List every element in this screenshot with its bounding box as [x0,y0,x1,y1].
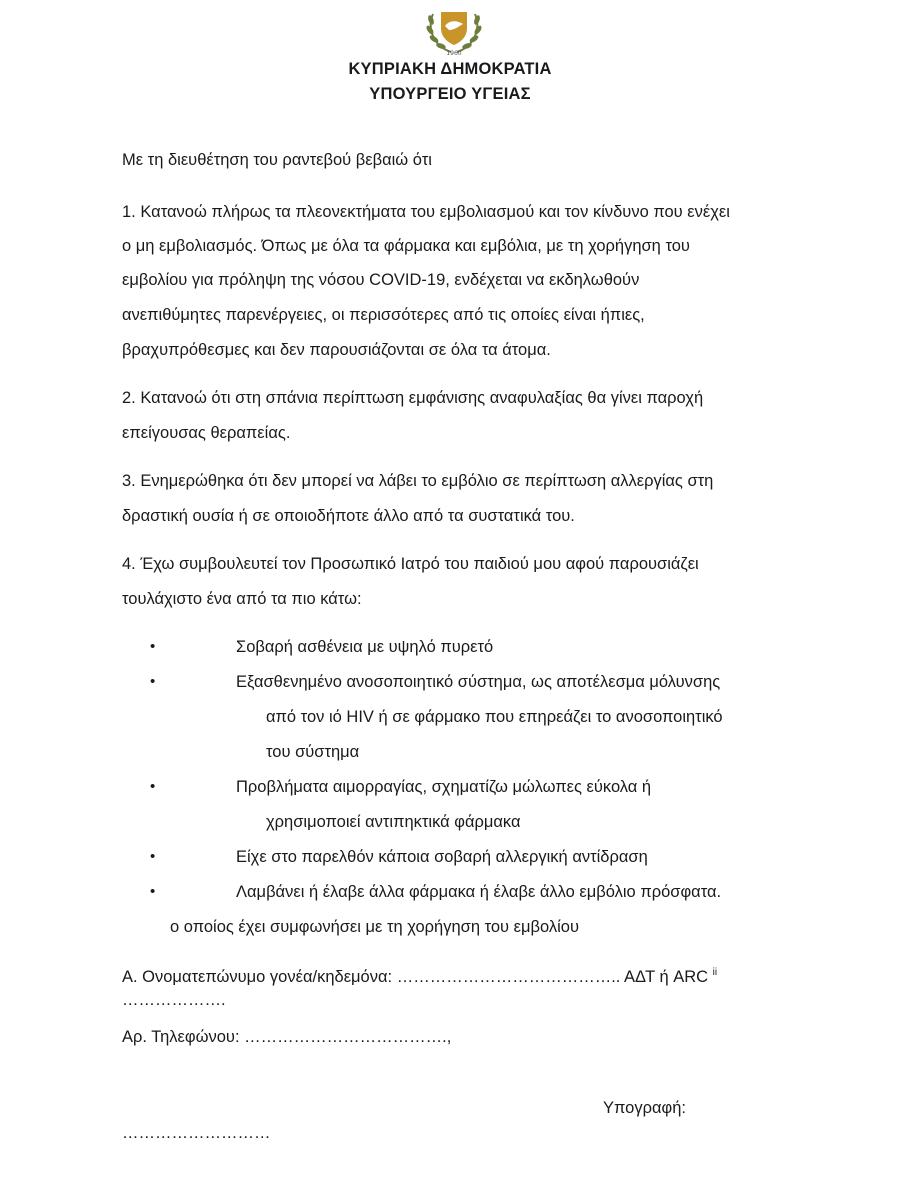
bullet-icon: • [150,638,156,655]
phone-field: Αρ. Τηλεφώνου: ………………………………., [122,1028,452,1046]
guardian-name-field [122,967,717,987]
point-4-line: τουλάχιστο ένα από τα πιο κάτω: [122,590,362,608]
list-item-continuation: χρησιμοποιεί αντιπηκτικά φάρμακα [266,813,521,831]
header-ministry: ΥΠΟΥΡΓΕΙΟ ΥΓΕΙΑΣ [369,85,531,103]
point-1-line: ανεπιθύμητες παρενέργειες, οι περισσότερες από τις οποίες είναι ήπιες, [122,306,645,324]
list-item-continuation: του σύστημα [266,743,360,761]
list-item: Σοβαρή ασθένεια με υψηλό πυρετό [236,638,494,656]
list-item-continuation: από τον ιό HIV ή σε φάρμακο που επηρεάζει το ανοσοποιητικό [266,708,723,726]
guardian-name-label: Α. Ονοματεπώνυμο γονέα/κηδεμόνα: ………………………………….. ΑΔΤ ή ARC [122,968,709,986]
intro-text: Με τη διευθέτηση του ραντεβού βεβαιώ ότι [122,151,432,169]
list-item: Εξασθενημένο ανοσοποιητικό σύστημα, ως αποτέλεσμα μόλυνσης [236,673,721,691]
list-item: Προβλήματα αιμορραγίας, σχηματίζω μώλωπες εύκολα ή [236,778,652,796]
point-1-line: 1. Κατανοώ πλήρως τα πλεονεκτήματα του εμβολιασμού και τον κίνδυνο που ενέχει [122,203,730,221]
signature-label: Υπογραφή: [603,1099,686,1117]
footnote-marker: ii [712,967,718,978]
point-1-line: εμβολίου για πρόληψη της νόσου COVID-19, ενδέχεται να εκδηλωθούν [122,271,640,289]
bullet-icon: • [150,778,156,795]
bullet-icon: • [150,848,156,865]
closing-text: ο οποίος έχει συμφωνήσει με τη χορήγηση του εμβολίου [170,918,579,936]
svg-text:1960: 1960 [446,50,462,56]
bullet-icon: • [150,673,156,690]
point-2-line: 2. Κατανοώ ότι στη σπάνια περίπτωση εμφάνισης αναφυλαξίας θα γίνει παροχή [122,389,704,407]
point-1-line: βραχυπρόθεσμες και δεν παρουσιάζονται σε όλα τα άτομα. [122,341,551,359]
bullet-icon: • [150,883,156,900]
point-3-line: δραστική ουσία ή σε οποιοδήποτε άλλο από τα συστατικά του. [122,507,575,525]
point-1-line: ο μη εμβολιασμός. Όπως με όλα τα φάρμακα και εμβόλια, με τη χορήγηση του [122,237,690,255]
point-3-line: 3. Ενημερώθηκα ότι δεν μπορεί να λάβει το εμβόλιο σε περίπτωση αλλεργίας στη [122,472,714,490]
point-4-line: 4. Έχω συμβουλευτεί τον Προσωπικό Ιατρό του παιδιού μου αφού παρουσιάζει [122,555,699,573]
id-number-dots: ………………. [122,991,226,1009]
list-item: Είχε στο παρελθόν κάποια σοβαρή αλλεργική αντίδραση [236,848,648,866]
cyprus-coat-of-arms-icon [423,6,485,56]
point-2-line: επείγουσας θεραπείας. [122,424,291,442]
signature-dots: ……………………… [122,1124,271,1142]
list-item: Λαμβάνει ή έλαβε άλλα φάρμακα ή έλαβε άλλο εμβόλιο πρόσφατα. [236,883,722,901]
header-republic: ΚΥΠΡΙΑΚΗ ΔΗΜΟΚΡΑΤΙΑ [348,60,552,78]
